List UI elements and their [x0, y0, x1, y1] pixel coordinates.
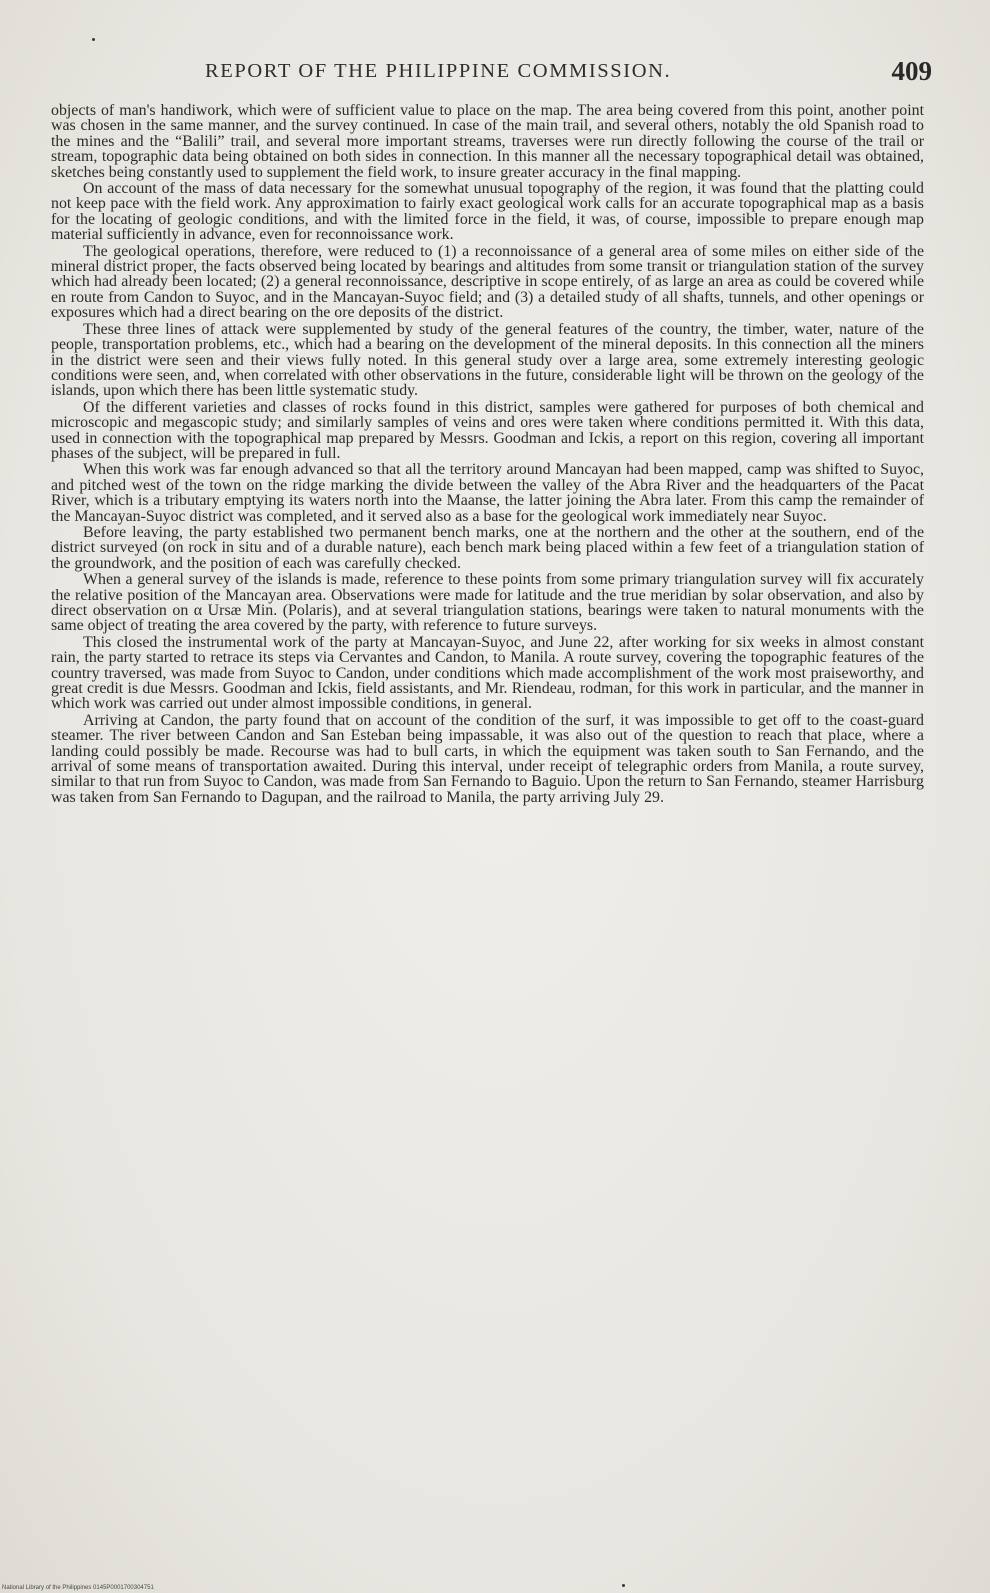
paragraph-9: This closed the instrumental work of the party at Mancayan-Suyoc, and June 22, after working for six weeks in almost constant rain, the party started to retrace its steps via Cervantes and Candon, to Manila. A route survey, covering the topographic features of the country traversed, was made from Suyoc to Candon, under conditions which made accomplishment of the work most praiseworthy, and great credit is due Messrs. Goodman and Ickis, field assistants, and Mr. Riendeau, rodman, for this work in particular, and the manner in which work was carried out under almost impossible conditions, in general.	[51, 633, 924, 713]
paragraph-4: These three lines of attack were supplemented by study of the general features of the country, the timber, water, nature of the people, transportation problems, etc., which had a bearing on the development of the mineral deposits. In this connection all the miners in the district were seen and their views fully noted. In this general study over a large area, some extremely interesting geologic conditions were seen, and, when correlated with other observations in the future, considerable light will be thrown on the geology of the islands, upon which there has been little systematic study.	[51, 320, 924, 400]
paragraph-5: Of the different varieties and classes of rocks found in this district, samples were gathered for purposes of both chemical and microscopic and megascopic study; and similarly samples of veins and ores were taken where conditions permitted it. With this data, used in connection with the topographical map prepared by Messrs. Goodman and Ickis, a report on this region, covering all important phases of the subject, will be prepared in full.	[51, 398, 924, 462]
paragraph-1: objects of man's handiwork, which were of sufficient value to place on the map. The area being covered from this point, another point was chosen in the same manner, and the survey continued. In case of the main trail, and several others, notably the old Spanish road to the mines and the “Balili” trail, and several more important streams, traverses were run directly following the course of the trail or stream, topographic data being obtained on both sides in connection. In this manner all the necessary topographical detail was obtained, sketches being constantly used to supplement the field work, to insure greater accuracy in the final mapping.	[51, 102, 924, 181]
paragraph-6: When this work was far enough advanced so that all the territory around Mancayan had been mapped, camp was shifted to Suyoc, and pitched west of the town on the ridge marking the divide between the valley of the Abra River and the headquarters of the Pacat River, which is a tributary emptying its waters north into the Maanse, the latter joining the Abra later. From this camp the remainder of the Mancayan-Suyoc district was completed, and it served also as a base for the geological work immediately near Suyoc.	[51, 461, 924, 525]
print-speck	[92, 38, 95, 41]
paragraph-3: The geological operations, therefore, were reduced to (1) a reconnoissance of a general area of some miles on either side of the mineral district proper, the facts observed being located by bearings and altitudes from some transit or triangulation station of the survey which had already been located; (2) a general reconnoissance, descriptive in scope entirely, of as large an area as could be covered while en route from Candon to Suyoc, and in the Mancayan-Suyoc field; and (3) a detailed study of all shafts, tunnels, and other openings or exposures which had a direct bearing on the ore deposits of the district.	[51, 242, 924, 322]
paragraph-8: When a general survey of the islands is made, reference to these points from some primary triangulation survey will fix accurately the relative position of the Mancayan area. Observations were made for latitude and the true meridian by solar observation, and also by direct observation on α Ursæ Min. (Polaris), and at several triangulation stations, bearings were taken to natural monuments with the same object of treating the area covered by the party, with reference to future surveys.	[51, 571, 924, 635]
archive-stamp: National Library of the Philippines 0145P0001700304751	[2, 1585, 154, 1591]
body-text	[51, 103, 924, 805]
paragraph-10: Arriving at Candon, the party found that on account of the condition of the surf, it was impossible to get off to the coast-guard steamer. The river between Candon and San Esteban being impassable, it was also out of the question to reach that place, where a landing could possibly be made. Recourse was had to bull carts, in which the equipment was taken south to San Fernando, and the arrival of some means of transportation awaited. During this interval, under receipt of telegraphic orders from Manila, a route survey, similar to that run from Suyoc to Candon, was made from San Fernando to Baguio. Upon the return to San Fernando, steamer Harrisburg was taken from San Fernando to Dagupan, and the railroad to Manila, the party arriving July 29.	[51, 711, 924, 806]
paragraph-7: Before leaving, the party established two permanent bench marks, one at the northern and the other at the southern, end of the district surveyed (on rock in situ and of a durable nature), each bench mark being placed within a few feet of a triangulation station of the groundwork, and the position of each was carefully checked.	[51, 523, 924, 572]
page-header	[80, 56, 932, 96]
print-speck	[622, 1584, 625, 1587]
page-number: 409	[891, 56, 932, 86]
paragraph-2: On account of the mass of data necessary for the somewhat unusual topography of the region, it was found that the platting could not keep pace with the field work. Any approximation to fairly exact geological work calls for an accurate topographical map as a basis for the locating of geologic conditions, and with the limited force in the field, it was, of course, impossible to prepare enough map material sufficiently in advance, even for reconnoissance work.	[51, 180, 924, 244]
running-title: REPORT OF THE PHILIPPINE COMMISSION.	[205, 60, 672, 82]
